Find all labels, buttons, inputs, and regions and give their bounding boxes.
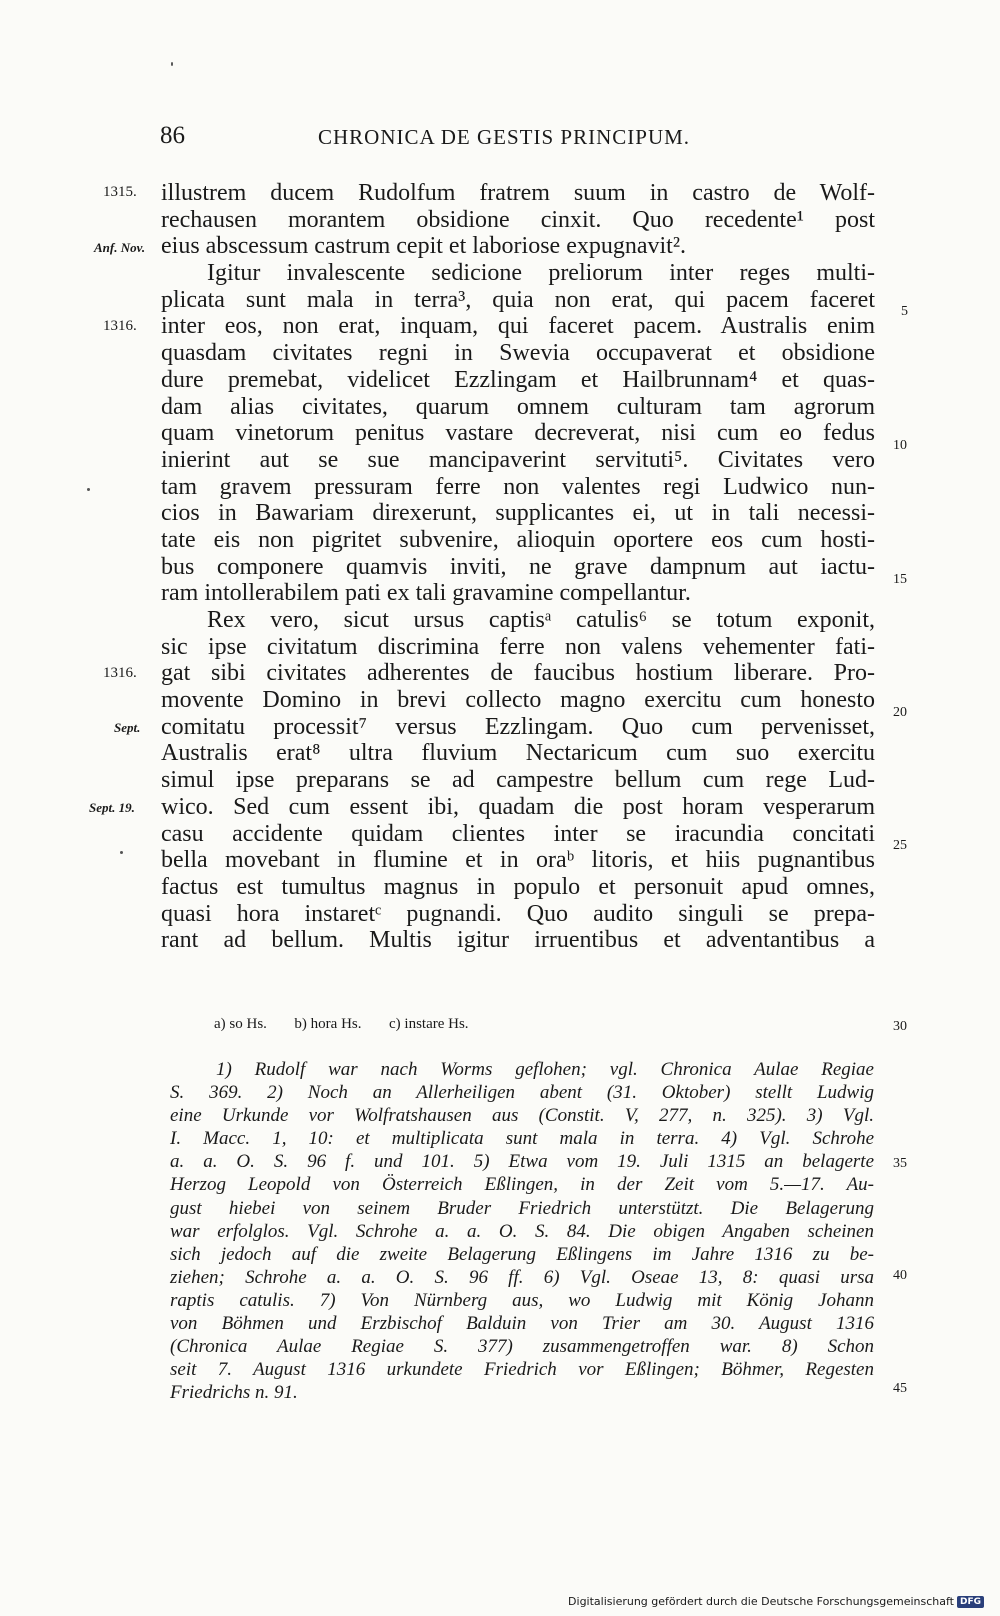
text-line: dure premebat, videlicet Ezzlingam et Hailbrunnam⁴ et quas- xyxy=(161,366,875,393)
text-line: dam alias civitates, quarum omnem culturam tam agrorum xyxy=(161,393,875,420)
textual-note-a: a) so Hs. xyxy=(214,1016,267,1032)
text-line: Australis erat⁸ ultra fluvium Nectaricum cum suo exercitu xyxy=(161,740,875,767)
scan-speck xyxy=(171,62,173,66)
main-text xyxy=(161,180,875,954)
line-number-35: 35 xyxy=(893,1156,907,1171)
footnote-line: I. Macc. 1, 10: et multiplicata sunt mala in terra. 4) Vgl. Schrohe xyxy=(170,1128,874,1150)
line-number-10: 10 xyxy=(893,438,907,453)
text-line: bella movebant in flumine et in oraᵇ litoris, et hiis pugnantibus xyxy=(161,847,875,874)
text-line: simul ipse preparans se ad campestre bellum cum rege Lud- xyxy=(161,767,875,794)
text-line: quam vinetorum penitus vastare decreverat, nisi cum eo fedus xyxy=(161,420,875,447)
dfg-logo-icon: DFG xyxy=(957,1596,984,1608)
footnote-line: 1) Rudolf war nach Worms geflohen; vgl. Chronica Aulae Regiae xyxy=(216,1059,874,1080)
footnote-line: war erfolglos. Vgl. Schrohe a. a. O. S. 84. Die obigen Angaben scheinen xyxy=(170,1220,874,1242)
line-number-5: 5 xyxy=(901,304,908,319)
text-line: movente Domino in brevi collecto magno exercitu cum honesto xyxy=(161,687,875,714)
line-number-40: 40 xyxy=(893,1268,907,1283)
text-line: bus componere quamvis inviti, ne grave dampnum aut iactu- xyxy=(161,553,875,580)
line-number-25: 25 xyxy=(893,838,907,853)
line-number-30: 30 xyxy=(893,1019,907,1034)
scan-speck xyxy=(87,488,90,491)
text-line: wico. Sed cum essent ibi, quadam die post horam vesperarum xyxy=(161,793,875,820)
footnote-line: gust hiebei von seinem Bruder Friedrich unterstützt. Die Belagerung xyxy=(170,1197,874,1219)
text-line: rant ad bellum. Multis igitur irruentibus et adventantibus a xyxy=(161,927,875,954)
footnote-line: a. a. O. S. 96 f. und 101. 5) Etwa vom 19. Juli 1315 an belagerte xyxy=(170,1151,874,1173)
text-line: sic ipse civitatum discrimina ferre non valens vehementer fati- xyxy=(161,633,875,660)
margin-date-1316-b: 1316. xyxy=(103,665,137,681)
footnote-line: raptis catulis. 7) Von Nürnberg aus, wo Ludwig mit König Johann xyxy=(170,1289,874,1311)
digitization-credit-text: Digitalisierung gefördert durch die Deutsche Forschungsgemeinschaft xyxy=(568,1595,954,1608)
textual-note-c: c) instare Hs. xyxy=(389,1016,469,1032)
text-line: quasi hora instaretᶜ pugnandi. Quo audito singuli se prepa- xyxy=(161,900,875,927)
text-line: illustrem ducem Rudolfum fratrem suum in castro de Wolf- xyxy=(161,180,875,206)
footnote-line: S. 369. 2) Noch an Allerheiligen abent (31. Oktober) stellt Ludwig xyxy=(170,1082,874,1104)
margin-date-1316-a: 1316. xyxy=(103,318,137,334)
footnote-line: von Böhmen und Erzbischof Balduin von Trier am 30. August 1316 xyxy=(170,1313,874,1335)
textual-note-b: b) hora Hs. xyxy=(294,1016,362,1032)
footnotes xyxy=(170,1058,874,1404)
text-line: casu accidente quidam clientes inter se iracundia concitati xyxy=(161,820,875,847)
page-number: 86 xyxy=(160,122,185,149)
margin-date-anf-nov: Anf. Nov. xyxy=(94,240,146,255)
footnote-line: Herzog Leopold von Österreich Eßlingen, in der Zeit vom 5.—17. Au- xyxy=(170,1174,874,1196)
textual-notes xyxy=(214,1016,469,1033)
text-line: eius abscessum castrum cepit et laboriose expugnavit². xyxy=(161,233,687,260)
text-line: plicata sunt mala in terra³, quia non erat, qui pacem faceret xyxy=(161,286,875,313)
text-line: tam gravem pressuram ferre non valentes regi Ludwico nun- xyxy=(161,473,875,500)
text-line: comitatu processit⁷ versus Ezzlingam. Quo cum pervenisset, xyxy=(161,713,875,740)
scan-speck xyxy=(120,851,123,854)
margin-date-sept: Sept. xyxy=(114,720,141,735)
margin-date-1315: 1315. xyxy=(103,184,137,200)
text-line: factus est tumultus magnus in populo et personuit apud omnes, xyxy=(161,873,875,900)
margin-date-sept-19: Sept. 19. xyxy=(89,800,135,815)
footnote-line: sich jedoch auf die zweite Belagerung Eßlingens im Jahre 1316 zu be- xyxy=(170,1243,874,1265)
text-line: inter eos, non erat, inquam, qui faceret pacem. Australis enim xyxy=(161,313,875,340)
text-line: Igitur invalescente sedicione preliorum inter reges multi- xyxy=(207,260,875,287)
digitization-credit xyxy=(568,1595,984,1608)
line-number-45: 45 xyxy=(893,1381,907,1396)
text-line: ram intollerabilem pati ex tali gravamine compellantur. xyxy=(161,580,691,607)
line-number-15: 15 xyxy=(893,572,907,587)
footnote-line: ziehen; Schrohe a. a. O. S. 96 ff. 6) Vgl. Oseae 13, 8: quasi ursa xyxy=(170,1266,874,1288)
text-line: gat sibi civitates adherentes de faucibus hostium liberare. Pro- xyxy=(161,660,875,687)
text-line: cios in Bawariam direxerunt, supplicantes ei, ut in tali necessi- xyxy=(161,500,875,527)
running-title: CHRONICA DE GESTIS PRINCIPUM. xyxy=(318,125,691,149)
footnote-line: Friedrichs n. 91. xyxy=(170,1382,298,1404)
text-line: quasdam civitates regni in Swevia occupaverat et obsidione xyxy=(161,340,875,367)
text-line: rechausen morantem obsidione cinxit. Quo recedente¹ post xyxy=(161,206,875,233)
footnote-line: seit 7. August 1316 urkundete Friedrich vor Eßlingen; Böhmer, Regesten xyxy=(170,1359,874,1381)
text-line: Rex vero, sicut ursus captisᵃ catulis⁶ se totum exponit, xyxy=(207,607,875,633)
line-number-20: 20 xyxy=(893,705,907,720)
footnote-line: (Chronica Aulae Regiae S. 377) zusammengetroffen war. 8) Schon xyxy=(170,1336,874,1358)
footnote-line: eine Urkunde vor Wolfratshausen aus (Constit. V, 277, n. 325). 3) Vgl. xyxy=(170,1105,874,1127)
text-line: tate eis non pigritet subvenire, alioquin oportere eos cum hosti- xyxy=(161,526,875,553)
text-line: inierint aut se sue mancipaverint servituti⁵. Civitates vero xyxy=(161,446,875,473)
